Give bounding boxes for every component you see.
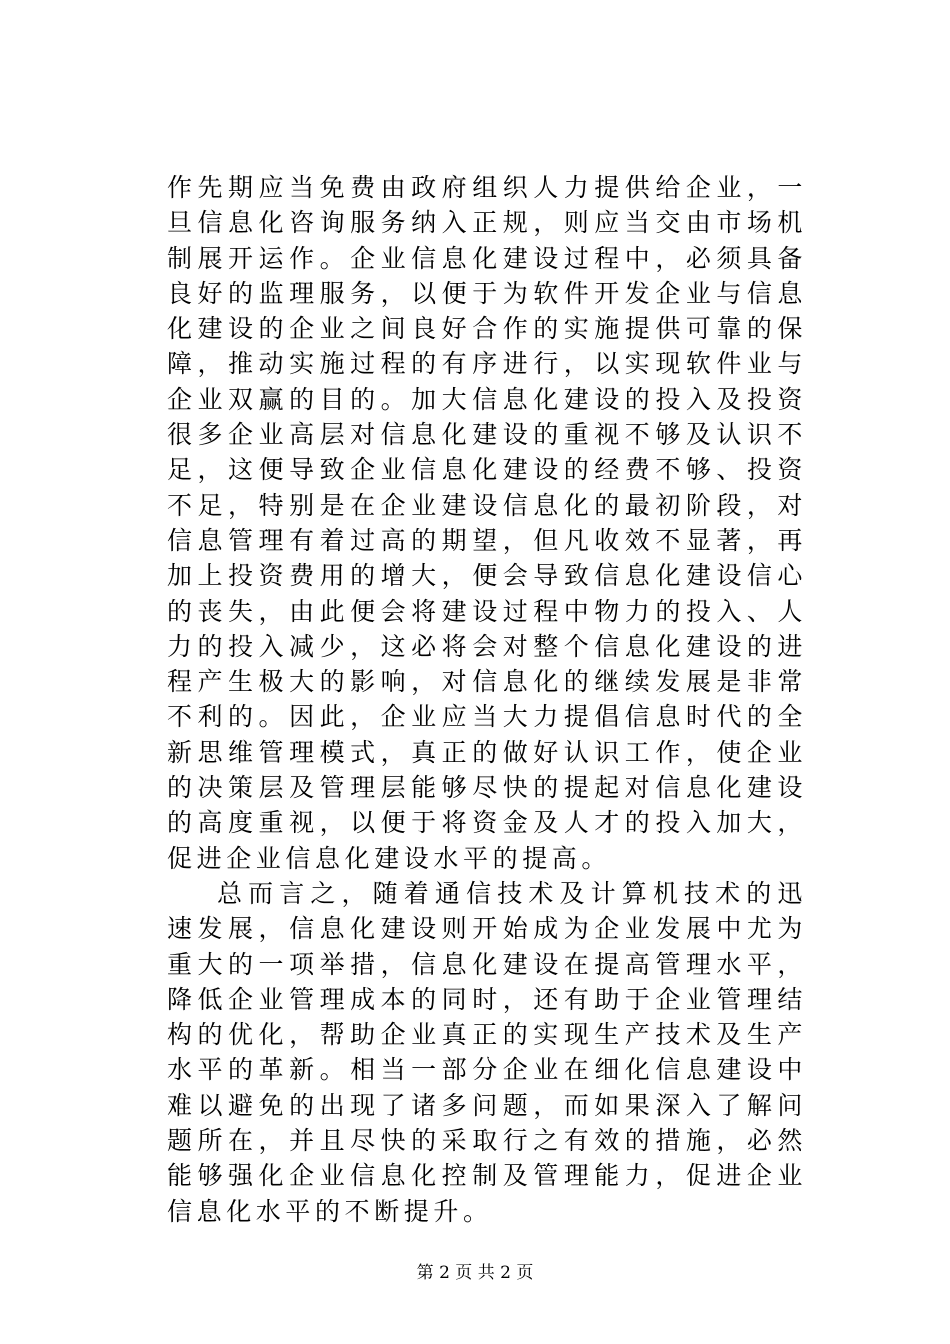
paragraph-continued: 作先期应当免费由政府组织人力提供给企业，一旦信息化咨询服务纳入正规，则应当交由市场机制展开运作。企业信息化建设过程中，必须具备良好的监理服务，以便于为软件开发企业与信息化建设的企业之间良好合作的实施提供可靠的保障，推动实施过程的有序进行，以实现软件业与企业双赢的目的。加大信息化建设的投入及投资很多企业高层对信息化建设的重视不够及认识不足，这便导致企业信息化建设的经费不够、投资不足，特别是在企业建设信息化的最初阶段，对信息管理有着过高的期望，但凡收效不显著，再加上投资费用的增大，便会导致信息化建设信心的丧失，由此便会将建设过程中物力的投入、人力的投入减少，这必将会对整个信息化建设的进程产生极大的影响，对信息化的继续发展是非常不利的。因此，企业应当大力提倡信息时代的全新思维管理模式，真正的做好认识工作，使企业的决策层及管理层能够尽快的提起对信息化建设的高度重视，以便于将资金及人才的投入加大，促进企业信息化建设水平的提高。 — [167, 173, 807, 873]
document-body — [167, 170, 807, 1229]
paragraph-conclusion: 总而言之，随着通信技术及计算机技术的迅速发展，信息化建设则开始成为企业发展中尤为重大的一项举措，信息化建设在提高管理水平，降低企业管理成本的同时，还有助于企业管理结构的优化，帮助企业真正的实现生产技术及生产水平的革新。相当一部分企业在细化信息建设中难以避免的出现了诸多问题，而如果深入了解问题所在，并且尽快的采取行之有效的措施，必然能够强化企业信息化控制及管理能力，促进企业信息化水平的不断提升。 — [167, 878, 807, 1226]
page-footer: 第 2 页 共 2 页 — [416, 1263, 534, 1283]
